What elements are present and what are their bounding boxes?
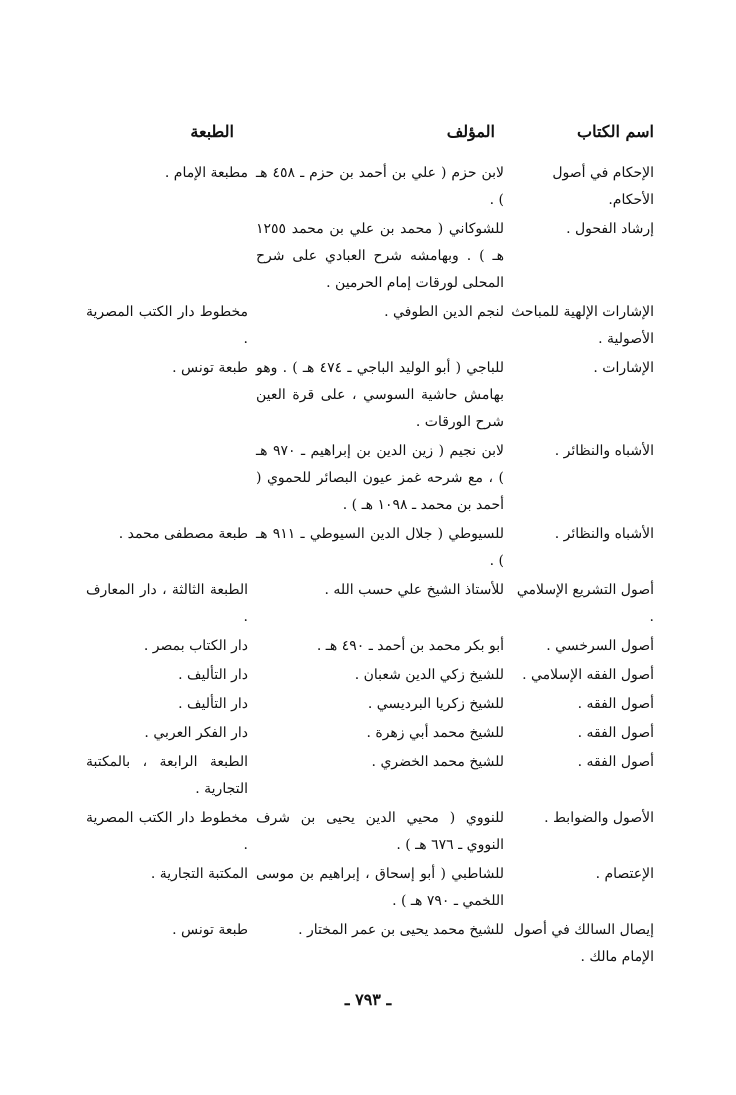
book-title: أصول الفقه الإسلامي . bbox=[522, 667, 654, 683]
table-row bbox=[86, 299, 654, 353]
book-author: لابن نجيم ( زين الدين بن إبراهيم ـ ٩٧٠ هـ ) ، مع شرحه غمز عيون البصائر للحموي ( أحمد بن محمد ـ ١٠٩٨ هـ ) . bbox=[256, 443, 505, 513]
table-row bbox=[86, 577, 654, 631]
book-publisher bbox=[86, 438, 248, 519]
book-publisher: دار الكتاب بمصر . bbox=[143, 638, 248, 654]
book-publisher: مخطوط دار الكتب المصرية . bbox=[86, 304, 248, 347]
book-title: إرشاد الفحول . bbox=[566, 221, 654, 237]
book-publisher bbox=[86, 216, 248, 297]
book-publisher: دار التأليف . bbox=[178, 696, 248, 712]
table-row bbox=[86, 216, 654, 297]
book-author: للشوكاني ( محمد بن علي بن محمد ١٢٥٥ هـ ) . وبهامشه شرح العبادي على شرح المحلى لورقات إمام الحرمين . bbox=[256, 221, 504, 291]
book-author: للشاطبي ( أبو إسحاق ، إبراهيم بن موسى اللخمي ـ ٧٩٠ هـ ) . bbox=[256, 866, 504, 909]
book-publisher: المكتبة التجارية . bbox=[150, 866, 248, 882]
book-title: إيصال السالك في أصول الإمام مالك . bbox=[513, 922, 654, 965]
book-publisher: دار الفكر العربي . bbox=[144, 725, 248, 741]
book-publisher: طبعة تونس . bbox=[172, 922, 248, 938]
book-title: أصول التشريع الإسلامي . bbox=[516, 582, 654, 625]
book-author: للشيخ محمد يحيى بن عمر المختار . bbox=[298, 922, 504, 938]
table-row bbox=[86, 160, 654, 214]
table-row bbox=[86, 633, 654, 660]
header-publisher: الطبعة bbox=[190, 122, 234, 141]
book-title: الأشباه والنظائر . bbox=[554, 443, 654, 459]
table-row bbox=[86, 355, 654, 436]
book-publisher: دار التأليف . bbox=[178, 667, 248, 683]
book-author: للشيخ محمد أبي زهرة . bbox=[366, 725, 504, 741]
book-publisher: مطبعة الإمام . bbox=[164, 165, 248, 181]
table-row bbox=[86, 861, 654, 915]
book-author: للنووي ( محيي الدين يحيى بن شرف النووي ـ ٦٧٦ هـ ) . bbox=[256, 810, 504, 853]
table-row bbox=[86, 521, 654, 575]
page-number: ـ ٧٩٣ ـ bbox=[344, 990, 392, 1009]
table-row bbox=[86, 749, 654, 803]
book-title: أصول السرخسي . bbox=[546, 638, 654, 654]
book-author: أبو بكر محمد بن أحمد ـ ٤٩٠ هـ . bbox=[316, 638, 504, 654]
header-author: المؤلف bbox=[446, 122, 495, 141]
book-author: للسيوطي ( جلال الدين السيوطي ـ ٩١١ هـ ) . bbox=[256, 526, 505, 569]
bibliography-table bbox=[86, 160, 654, 973]
book-title: الإشارات الإلهية للمباحث الأصولية . bbox=[511, 304, 654, 347]
table-row bbox=[86, 720, 654, 747]
book-author: للشيخ زكي الدين شعبان . bbox=[354, 667, 504, 683]
table-row bbox=[86, 805, 654, 859]
book-title: أصول الفقه . bbox=[577, 696, 654, 712]
book-author: للأستاذ الشيخ علي حسب الله . bbox=[324, 582, 504, 598]
book-title: الإحكام في أصول الأحكام. bbox=[552, 165, 654, 208]
book-title: الإعتصام . bbox=[595, 866, 654, 882]
book-author: لنجم الدين الطوفي . bbox=[384, 304, 504, 320]
book-title: الأشباه والنظائر . bbox=[554, 526, 654, 542]
header-book-title: اسم الكتاب bbox=[577, 122, 654, 141]
book-author: لابن حزم ( علي بن أحمد بن حزم ـ ٤٥٨ هـ ) . bbox=[256, 165, 505, 208]
book-author: للشيخ زكريا البرديسي . bbox=[367, 696, 504, 712]
book-author: للباجي ( أبو الوليد الباجي ـ ٤٧٤ هـ ) . وهو بهامش حاشية السوسي ، على قرة العين شرح الورقات . bbox=[256, 360, 504, 430]
book-publisher: مخطوط دار الكتب المصرية . bbox=[86, 810, 248, 853]
book-title: الأصول والضوابط . bbox=[544, 810, 654, 826]
table-row bbox=[86, 662, 654, 689]
book-author: للشيخ محمد الخضري . bbox=[371, 754, 504, 770]
book-title: أصول الفقه . bbox=[577, 754, 654, 770]
book-title: أصول الفقه . bbox=[577, 725, 654, 741]
table-row bbox=[86, 691, 654, 718]
book-publisher: الطبعة الثالثة ، دار المعارف . bbox=[86, 582, 248, 625]
book-publisher: الطبعة الرابعة ، بالمكتبة التجارية . bbox=[86, 754, 248, 797]
table-row bbox=[86, 917, 654, 971]
table-row bbox=[86, 438, 654, 519]
book-publisher: طبعة تونس . bbox=[172, 360, 248, 376]
book-publisher: طبعة مصطفى محمد . bbox=[118, 526, 248, 542]
book-title: الإشارات . bbox=[593, 360, 654, 376]
